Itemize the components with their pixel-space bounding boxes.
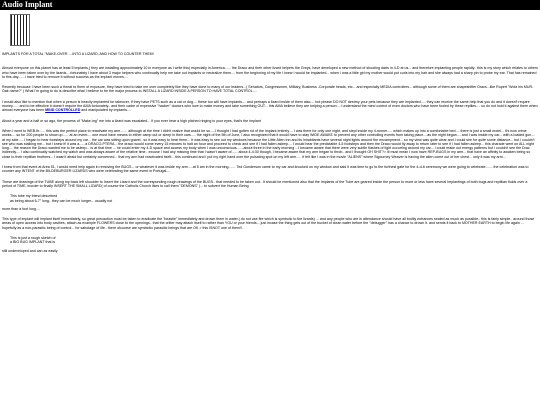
paragraph: Almost everyone on this planet has at least 5 implants,( they are installing approximately 10 in everyone as I write this) especially in America...... the Draco and their other lizard helpers the Greys, have developed a new method of shooting darts in 4-D at us... and therefore implanting people rapidly.. this is my story which relates to others who have been taken over by the lizards....fortunately I have about 3 major helpers who continually help me take out implants or neutralize them.... from the beginning of my life I knew I would be implanted... when I was a little girl my mother would put curls into my hair and she always had a sharp pin to probe my ear. That has remained to this day.......i have tried to remove it without success,as the implant moves....	[2, 66, 538, 79]
paragraph: Recently because I have been such a threat to them of exposure, they have tried to take me over completely like they have done to many of our leaders...( Senators, Congressmen, Military, Business -Corporate heads, etc... and especially MEDIA controllers... although some of them are shapeshifter Dracs...like Rupert "Wotz his MUR-Oak name?" ) What I'm going to do is describe what I believe to be the major process to INSTALL A LIZARD INSIDE A PERSON TO HAVE TOTAL CONTROL....	[2, 85, 534, 94]
mind-controlled-link[interactable]: MIND CONTROLLED	[45, 108, 81, 113]
paragraph: About a year and a half or so ago, the process of "Make-ing" me into a lizard was escalated... If you ever hear a high pitched ringing in your eyes, that's the implant	[2, 118, 261, 123]
paragraph: more than a foot long....	[2, 206, 40, 211]
sketch-caption: This is just a rough sketch of	[10, 236, 56, 241]
drawing-caption: as being about 6-7" long.. they can be much longer... usually not	[10, 198, 113, 203]
paragraph: still undeveloped and can as easily	[2, 248, 58, 253]
drawing-caption: This tube my friend described	[10, 194, 58, 199]
paragraph: I knew from that event at Area 51, I would need help again in removing the BUGS... or whatever it was inside my arm.....at 5 am in the morning....... Ted Gunderson came to my car and knocked on my window and said it was time to go to the furthest gate for the 4-d-6 ceremony we were going to celebrate....... the celebration was to counter any INTENT of the BILDEBURGER LIZARDS who were celebrating the same event in Portugal....	[2, 165, 529, 174]
paragraph-text: I would also like to mention that when a person is heavily implanted for takeover, if they have PETS such as a cat or dog.... these too will have implants.... and perhaps a lizard inside of them also.... but please DO NOT destroy your pets because they are implanted..... they can receive the same help that you do and it doesn't require money...... and to be effective it doesn't require the AMA fortunately.. and their cadre of expensive "hacker" doctors who love to make money and take something OUT... this AMA believe they are helping a person... I understand the mind control of even doctors who have been fooled by these reptiles.... so do not hold it against them when almost everyone has been	[2, 99, 538, 113]
paragraph-with-link	[2, 100, 538, 113]
page-title: Audio Implant	[0, 0, 540, 10]
paragraph: This type of implant will implant itself immediately, so great precaution must be taken to eradicate the "beastie" immediately and drown them in water.( do not use fire which is symbolic to the lizards) ... and any people who are in attendance should have all bodily entrances sealed as much as possible.. this is fairly simple.. around those areas of open access into body cavities, attach as example FLOWERS close to the openings.. that the critter may attach itself to rather than YOU or your friends... just incase the thing gets out of the bucket of clean water before the "debugger" has a chance to drown it. and sends it back to MOTHER EARTH to begin life again ... hopefully as a non-parasitic being of control... for sabotage of life.. there ofcourse are symbiotic parasitic beings that are OK > this ISNOT one of them!!.	[2, 217, 535, 230]
sketch-caption: a BIO BUG IMPLANT that is	[10, 240, 56, 245]
paragraph-text: and manipulated by implants....	[81, 108, 132, 113]
implant-drawing-thumbnail[interactable]	[10, 14, 30, 46]
intro-heading: IMPLANTS FOR A TOTAL "MAKE-OVER ....INTO A LIZARD, AND HOW TO COUNTER THEM!	[2, 52, 154, 56]
paragraph: When I went to WEB.Ifr...... this was the perfect place to reactivate my arm....... although at the time I didn't realize that would be so.....I thought I had gotten rid of the implant entirely.... I was there for only one night, and slept inside my 4-runner..... which makes up into a comfortable bed.... there is just a small motel... it's how crime works.... so for 200 people to show up...... at an event.... one must have means to either camp out or sleep in their cars..... the night of the 5th of June, I also recognized that it would have to stay WIDE AWAKE to prevent any other controlling events from taking place....as the night began.... and I was inside my car... with a loaded gun.... at my side..... I began to hear footsteps around my car... the car was sitting upon gravel.. so it was easy to hear them... It was easy to see out my windows because the Little Alien Inn and its inhabitants have several night lights around the encampment... so my view was quite clear and I could see for quite some distance... but I couldn't see who was stalking me... but I knew it! it was a......a DRACO-PTERA... the draco would come every 15 minutes to halt an hour and proceed to check and see if I had fallen asleep.... I would hear the predictable 4-5 footsteps and then the Draco would fly away to return later to see if I had fallen asleep... this charade went on ALL night long.... the reason the Draco wanted me to be asleep... is at that time ... he could enter my 4-D space and access my body when I was unconscious.......about three in the early morning ...I became aware that there were very subtle flashes of light occurring around my car... I could make out energy patterns but I couldn't see the Drac indirectly.... I also continually watched my watch and was always aware of the relative time.. excuse I had any missing time that I wasn't aware of...... about 4-4:30 though, I became aware that my arm began to throb.. and I thought OH SHIT?> ill must mean I now have REP-BUGS in my arm... that have an affinity to awaken being so close to their reptilian brothers... I wasn't afraid but certainly concerned... that my arm had reactivated itself... this continued and I put my right hand over the pulsating spot on my left arm..... It felt like I was in the movie "ALIENS" where Sigourney Weaver is having the alien come out of her chest... only it was my arm...	[2, 128, 536, 159]
paragraph: These are drawings of the TUBE along my back left shoulder to Insert the Lizard and the corresponding rough drawings of the BUGS.. that needed to be taken out.. It should be mentioned also that the Implants of the Tube are geared inside the person to more or less have several Implantings of both bugs and reptilian fluids over a period of TIME, inorder to finally INSERT THE SMALL LIZARD( of course the Catholic Church likes to call them "DEMONS" )... to subvert the Human Being	[2, 179, 528, 188]
article-body	[0, 14, 540, 253]
